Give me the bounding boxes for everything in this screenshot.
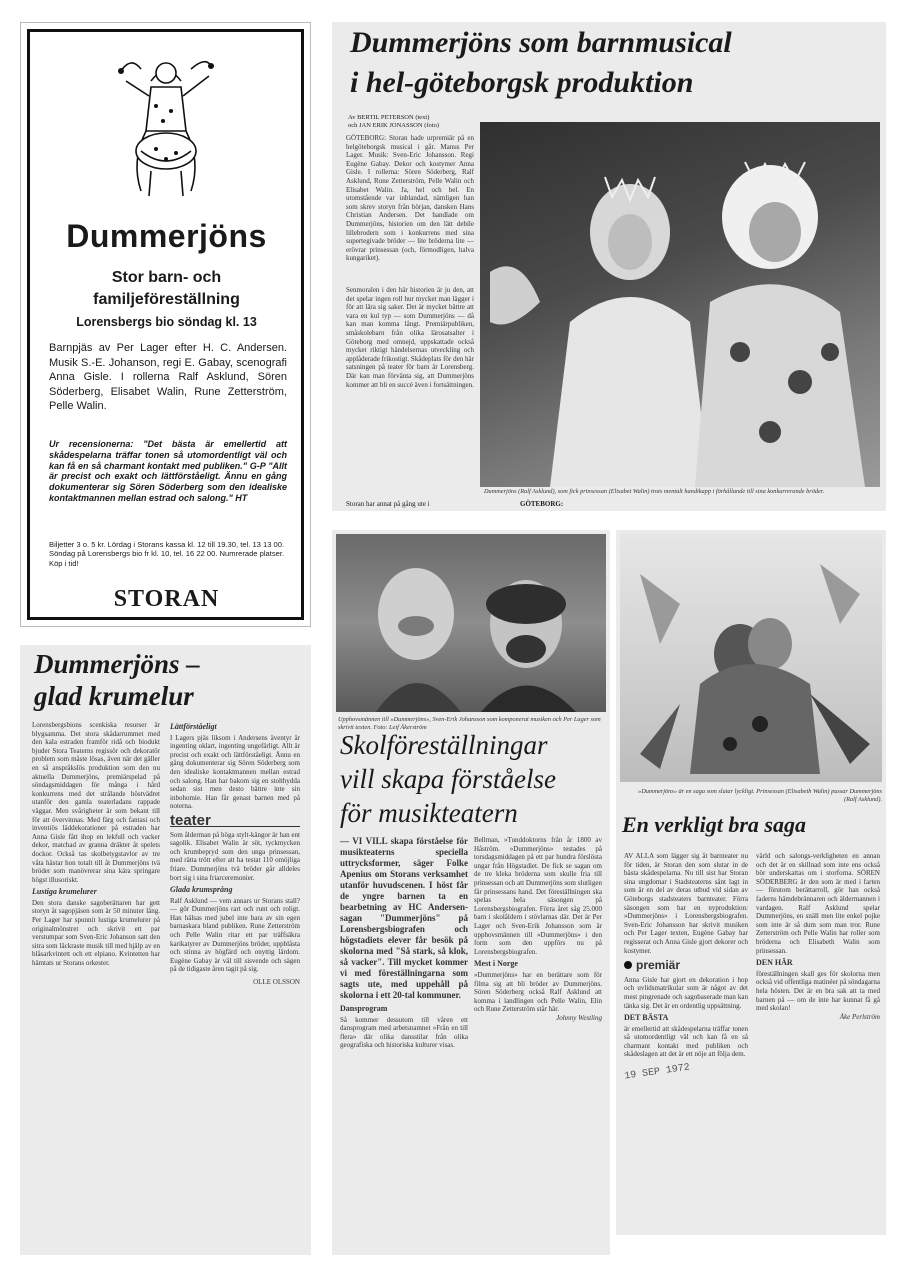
article3-caption: Upphovsmännen till »Dummerjöns», Sven-Erik Johansson som komponerat musiken och Per Lager som skrivit texten. Foto: Leif Åkerström	[338, 716, 601, 731]
article3-col1b-text: Så kommer dessutom till våren ett dansprogram med arbetsnamnet »Från en till flera» där olika dansstilar från olika geografiska och historiska kulturer visas.	[340, 1015, 468, 1050]
article4-photo	[620, 534, 882, 782]
article3-photo	[336, 534, 606, 712]
article2-section-tag: teater	[170, 817, 300, 827]
article4-subhead-2: DEN HÄR	[756, 958, 793, 968]
article3-col1-text: — VI VILL skapa förståelse för musikteaterns speciella uttrycksformer, säger Folke Apenius om Storans verksamhet utanför huvudscenen. I höst får de yngre barnen ta en bearbetning av HC Andersen-sagan "Dummerjöns" på Lorensbergsbiografen och högstadiets elever får besök på skolorna med "Så stark, så klok, så vacker". Till mycket kommer vi med föreställningarna som sagts ute, med uppehåll på skolorna i ett 20-tal kommuner.	[340, 836, 468, 1000]
article3-photo-figures	[336, 534, 606, 712]
article1-footer-left: Storan har annat på gång ute i	[346, 500, 430, 508]
article1-stage-photo	[480, 122, 880, 487]
article-glad-krumelur	[20, 645, 311, 1255]
article4-photo-figures	[620, 534, 882, 782]
article1-photo-figures	[480, 122, 880, 487]
article1-col1: GÖTEBORG: Storan hade urpremiär på en helgöteborgsk musical i går. Manus Per Lager. Musik: Sven-Eric Johansson. Regi Eugène Gabay. Dekor och kostymer Anna Gisle. I rollerna: Sören Söderberg, Ralf Asklund, Rune Zetterström, Pelle Walin och Elisabet Walin. Ja, hel och bel. En utomstående var inblandad, nämligen han som skrev storyn från början, dansken Hans Christian Andersen. Det handlade om Dummerjöns, historien om den lätt debile lillebrodern som i konkurrens med sina supertegivade bröder — lite bröderna lite — erövrar prinsessan (och, förmodligen, halva kungariket).	[346, 134, 474, 263]
ad-logo: STORAN	[113, 586, 220, 612]
article4-col1-text: AV ALLA som lägger sig åt barnteater nu för tiden, är Storan den som slutar in de bästa skådespelarna. Nu till sist har Storan sina ungdomar i Stadsteaterns sånt lagt in som är en del av deras utbud vid sidan av Göteborgs stadsteaters barnteater. Förra säsongen som har en nyproduktion: »Dummerjöns» i Lorensbergsbiografen. Sven-Eric Johansson har skrivit musiken och Per Lager texten, Eugène Gabay har regisserat och Anna Gisle gjort dekorer och kostymer.	[624, 852, 748, 955]
article3-subhead-2: Mest i Norge	[474, 959, 518, 969]
ad-tickets: Biljetter 3 o. 5 kr. Lördag i Storans kassa kl. 12 till 19.30, tel. 13 13 00. Söndag på Lorensbergs bio fr kl. 10, tel. 16 22 00. Numrerade platser. Köp i tid!	[49, 540, 285, 568]
ad-credits: Barnpjäs av Per Lager efter H. C. Andersen. Musik S.-E. Johanson, regi E. Gabay, scenografi Anna Gisle. I rollerna Ralf Asklund, Sören Söderberg, Elisabet Walin, Rune Zetterström, Pelle Walin.	[49, 342, 287, 413]
premiere-label: premiär	[636, 958, 681, 973]
article-barnmusical	[332, 22, 886, 511]
article4-col2b-text: föreställningen skall ges för skolorna men också vid offentliga matinéer på söndagarna hela hösten. Det är en bra sak att ta med barnen på — om de inte har kunnat få gå med skolan!	[756, 969, 880, 1013]
article4-caption: »Dummerjöns» är en saga som slutar lyckligt. Prinsessan (Elisabeth Walin) pussar Dummerjöns (Ralf Asklund).	[638, 788, 882, 803]
article2-col2c-text: Ralf Asklund — vem annars ur Storans stall? — gör Dummerjöns rart och runt och roligt. Han hälsas med jubel inte bara av sin egen barnaskara bland publiken. Rune Zetterström och Pelle Walin ritar ett par träffsäkra karikatyrer av Dummerjöns bröder, uppblåsta och stinna av högfärd och onyttig lärdom. Eugène Gabay är väl till sisvende och sägen på de tidigaste åren tagit på sig.	[170, 896, 300, 974]
date-stamp: 19 SEP 1972	[624, 1062, 691, 1083]
article1-headline-1: Dummerjöns som barnmusical	[350, 26, 732, 59]
article2-col1b-text: Den stora danske sagoberättaren har gett storyn åt sagopjäsen som är 50 minuter lång. Per Lager har spunnit lustiga krumelurer på originalmönstret och skrivit ett par verstumpar som Sven-Eric Johanson satt den sitra som läckraste musik till med hjälp av en blåsarkvintett och ett elpiano. Kvintetten har hämtats ur Storans orkester.	[32, 898, 160, 968]
article3-subhead-1: Dansprogram	[340, 1004, 388, 1013]
article3-headline-2: vill skapa förståelse	[340, 764, 556, 794]
premiere-badge	[624, 958, 748, 973]
article4-col1c-text: är emellertid att skådespelarna träffar tonen så utomordentligt väl och kan få en så charmant kontakt med publiken och skådeslagen att det är ett nöje att följa dem.	[624, 1024, 748, 1059]
article3-col2-text: Bellman, »Tunddoktorns från år 1800 av Håström. »Dummerjöns» testades på torsdagsmiddagen på ett par hundra förslösta ungar från Högstadiet. De fick se sagan om de tre kleka bröderna som skulle fria till prinsessan och att Dummerjöns som slutligen får prinsessans hand. Det föreställningen ska spelas hela säsongen på Lorensbergsbiografen. Förra året såg 25.000 barn i skolåldern i stövlarnas där. Det är Per Lager och Sven-Erik Johansson som är upphovsmännen till »Dummerjöns» i den form som den uppförs nu på Lorensbergsbiografen.	[474, 836, 602, 956]
article2-col1-text: Lorensbergsbions scenkiska resurser är blygsamma. Det stora skådarrummet med den kala estraden framför ridå och biodukt bjuder Stora Teaterns regissör och dekoratör problem som måste lösas, även när det gäller en så anspråkslös produktion som den nu aktuella Dummerjöns, premiärspelad på söndagsmiddagen för många i hård konkurrens med det strålande höstvädret utanför den gamla teaterladans rappade väggar. Men svårigheter är som bekant till för att övervinnas. Med färg och fantasi och inventiös läddekorationer på estraden har Anna Gisle fått ihop en lekfull och vacker dekor, matchad av granna dräkter åt spelets dockor. Också tas skolbetygstavlor av tre våta hästar hon totalt till åt Dummerjöns tvä bröder som manövrerar sina kära springare högst illusoriskt.	[32, 721, 160, 884]
article4-col2-text: värld och salongs-verkligheten en annan och det är en skillnad som inte ens också bör underskattas om i storforna. SÖREN SÖDERBERG är den som är med i farten — förutom berättarroll, gör han också faderns hämdebrännaren och äldermannen i vardagen. Ralf Asklund spelar Dummerjöns, en snäll men lite enkel pojke som inte är så dum som man tror. Rune Zetterström och Pelle Walin har roller som bröderna och Elisabeth Walin som prinsessan.	[756, 852, 880, 955]
article4-signature: Åke Perlström	[839, 1012, 880, 1021]
article1-caption: Dummerjöns (Ralf Asklund), som fick prinsessan (Elisabet Walin) trots mentalt handikapp i förhållande till sina konkurrerande bröder.	[484, 488, 825, 495]
article3-col2b-text: »Dummerjöns» har en berättare som för filma sig att bli bröder av Dummerjöns. Sören Söderberg också Ralf Asklund att komma i landlingen och Pelle Walin, Elin och Rune Zetterström står här.	[474, 970, 602, 1014]
article2-headline-1: Dummerjöns –	[34, 649, 200, 679]
article1-col2: Senmoralen i den här historien är ju den, att det spelar ingen roll hur mycket man lägger i för att lära sig saker. Det är mycket bättre att vara en kul typ — som Dummerjöns — då kan man komma långt. Premiärpubliken, småskolebarn från olika lärosatsalter i Göteborg med omnejd, uppskattade också mycket riktigt händelsernas utveckling och applåderade frikostigt. Skådeplats för den här satsningen på teater för barn är Lorensberg. Där kan man förvänta sig, att Dummerjöns kommer att bli en succé även i fortsättningen.	[346, 286, 474, 389]
article1-footer-right: GÖTEBORG:	[520, 500, 564, 508]
article3-headline-1: Skolföreställningar	[340, 730, 548, 760]
article-skolforestallningar	[332, 530, 610, 1255]
article1-headline-2: i hel-göteborgsk produktion	[350, 66, 694, 99]
article3-col1	[340, 836, 468, 1248]
article-bra-saga	[616, 530, 886, 1235]
article3-headline-3: för musikteatern	[340, 798, 518, 828]
ad-title: Dummerjöns	[66, 218, 267, 254]
ad-clipping	[20, 22, 311, 627]
ad-venue: Lorensbergs bio söndag kl. 13	[76, 315, 257, 329]
article4-col2	[756, 852, 880, 1222]
article4-headline: En verkligt bra saga	[622, 812, 806, 837]
article2-subhead-2: Lättförståeligt	[170, 722, 217, 731]
article3-col2	[474, 836, 602, 1248]
jester-illustration	[111, 51, 221, 201]
article2-signature: OLLE OLSSON	[253, 978, 300, 987]
ad-subtitle-2: familjeföreställning	[93, 291, 240, 308]
ad-reviews: Ur recensionerna: "Det bästa är emellertid att skådespelarna träffar tonen så utomordentligt väl och kan få en så charmant kontakt med publiken." G-P "Allt är precist och exakt och lättförståeligt. Ännu en gång dokumenterar sig Sören Söderberg som den idealiske kontaktmannen mellan estrad och salong." HT	[49, 439, 287, 503]
article2-col2	[170, 719, 300, 1249]
article4-col1b-text: Anna Gisle har gjort en dekoration i hop och uvlidsmatrikular som är något av det mest pingrenade och sagobaserade man kan tänka sig. Det är en ordentlig uppsättning.	[624, 975, 748, 1010]
article2-subhead-4: Glada krumsprång	[170, 885, 233, 895]
article1-byline-2: och JAN ERIK JONASSON (foto)	[348, 122, 439, 129]
ad-subtitle-1: Stor barn- och	[111, 269, 222, 286]
article2-headline-2: glad krumelur	[34, 681, 194, 711]
article4-col1	[624, 852, 748, 1222]
article3-signature: Johnny Westling	[556, 1013, 602, 1022]
article1-byline-1: Av BERTIL PETERSON (text)	[348, 114, 430, 121]
article4-subhead-1: DET BÄSTA	[624, 1013, 669, 1023]
article2-subhead-1: Lustiga krumelurer	[32, 887, 97, 897]
article2-col1	[32, 721, 160, 1247]
premiere-bullet-icon	[624, 961, 632, 969]
article2-col2-text: I Lagers pjäs liksom i Andersens äventyr är ingenting oklart, ingenting ungefärligt. Allt är precist och exakt och lättförståeligt. Ännu en gång dokumenterar sig Sören Söderberg som den idealiske kontaktmannen mellan estrad och salong. Han har bakom sig en stolthydda sedan sist men desto bättre inte sin inbohomie. Han får genast barnen med på noterna.	[170, 733, 300, 811]
article2-col2b-text: Som ålderman på höga stylt-kängor är han ent sagolik. Elisabet Walin är söt, tyckmycken och krumbepryd som den unga prinsessan, med rätta trött efter att ha testat 110 omöjliga friare. Dummerjöns tvä bröder går alldeles bort sig i sina friarceremonier.	[170, 830, 300, 882]
